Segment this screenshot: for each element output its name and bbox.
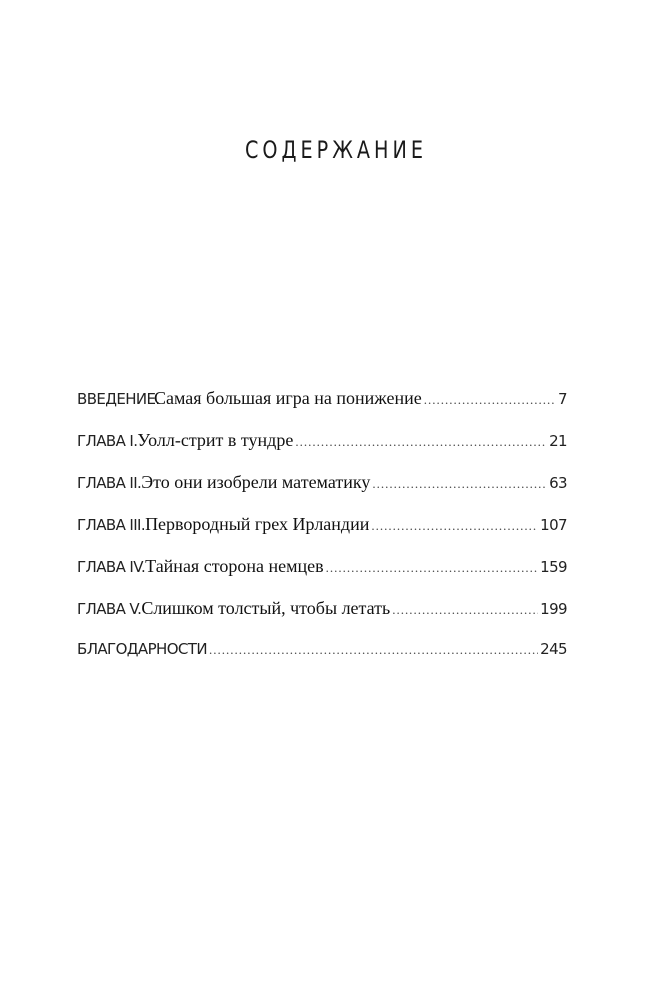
toc-entry-chapter-1 <box>77 430 567 472</box>
toc-entry-page: 245 <box>540 640 567 658</box>
toc-entry-page: 159 <box>540 558 567 576</box>
toc-entry-label: ВВЕДЕНИЕ. <box>77 390 160 408</box>
toc-entry-label: ГЛАВА V. <box>77 600 142 618</box>
toc-entry-chapter-2 <box>77 472 567 514</box>
dot-leader <box>326 560 539 576</box>
toc-entry-title: Самая большая игра на понижение <box>154 388 422 408</box>
table-of-contents <box>77 388 567 682</box>
toc-entry-label: ГЛАВА IV. <box>77 558 146 576</box>
toc-entry-chapter-3 <box>77 514 567 556</box>
dot-leader <box>424 392 556 408</box>
toc-entry-chapter-5 <box>77 598 567 640</box>
toc-entry-page: 63 <box>549 474 567 492</box>
page-title: СОДЕРЖАНИЕ <box>245 136 427 164</box>
toc-entry-page: 21 <box>549 432 567 450</box>
dot-leader <box>371 518 538 534</box>
toc-entry-page: 199 <box>540 600 567 618</box>
toc-entry-chapter-4 <box>77 556 567 598</box>
dot-leader <box>295 434 547 450</box>
toc-entry-page: 7 <box>558 390 567 408</box>
toc-entry-label: ГЛАВА III. <box>77 516 146 534</box>
toc-entry-introduction <box>77 388 567 430</box>
toc-entry-title: Тайная сторона немцев <box>145 556 324 576</box>
toc-entry-page: 107 <box>540 516 567 534</box>
dot-leader <box>209 642 538 658</box>
toc-entry-label: БЛАГОДАРНОСТИ <box>77 640 207 658</box>
toc-entry-title: Слишком толстый, чтобы летать <box>141 598 391 618</box>
toc-entry-label: ГЛАВА II. <box>77 474 142 492</box>
toc-entry-label: ГЛАВА I. <box>77 432 138 450</box>
toc-entry-title: Это они изобрели математику <box>141 472 371 492</box>
dot-leader <box>392 602 538 618</box>
toc-entry-title: Уолл-стрит в тундре <box>137 430 294 450</box>
toc-entry-title: Первородный грех Ирландии <box>145 514 370 534</box>
toc-entry-acknowledgements <box>77 640 567 682</box>
dot-leader <box>372 476 547 492</box>
